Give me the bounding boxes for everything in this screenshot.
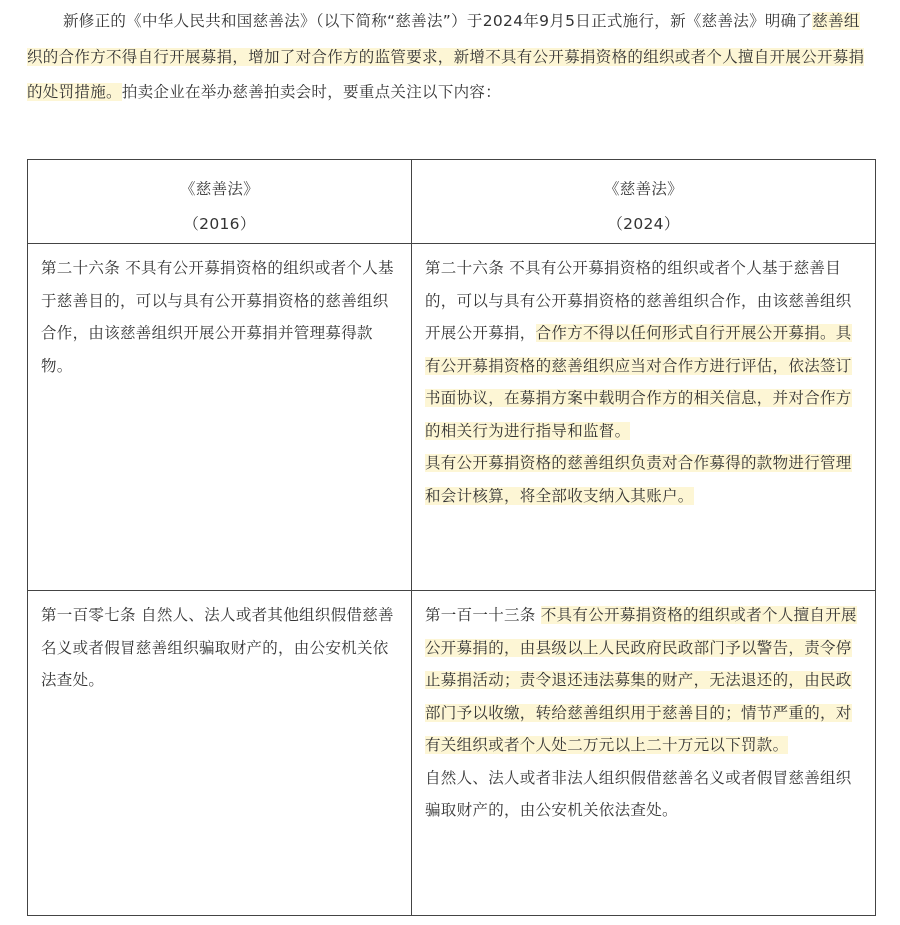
article-26-2024-plain: 第二十六条 不具有公开募捐资格的组织或者个人基于慈善目的，可以与具有公开募捐资格的慈善组织合作，由该慈善组织开展公开募捐， xyxy=(425,259,852,342)
article-113-2024-para2: 自然人、法人或者非法人组织假借慈善名义或者假冒慈善组织骗取财产的，由公安机关依法查处。 xyxy=(425,768,852,819)
table-row xyxy=(28,244,876,591)
article-26-2024-highlight: 合作方不得以任何形式自行开展公开募捐。具有公开募捐资格的慈善组织应当对合作方进行评估，依法签订书面协议，在募捐方案中载明合作方的相关信息，并对合作方的相关行为进行指导和监督。 xyxy=(425,324,852,440)
header-title-2024: 《慈善法》 xyxy=(603,180,683,198)
intro-text-start: 新修正的《中华人民共和国慈善法》（以下简称“慈善法”）于2024年9月5日正式施行，新《慈善法》明确了 xyxy=(63,12,813,30)
article-26-2024-para2 xyxy=(425,447,863,512)
table-header-row xyxy=(28,160,876,244)
header-cell-2024 xyxy=(412,160,876,244)
header-year-2016: （2016） xyxy=(183,215,256,233)
header-year-2024: （2024） xyxy=(607,215,680,233)
law-comparison-table xyxy=(27,159,876,916)
article-26-2016-cell xyxy=(28,244,412,591)
intro-text-end: 拍卖企业在举办慈善拍卖会时，要重点关注以下内容： xyxy=(121,83,502,101)
article-26-2024-text xyxy=(425,252,863,447)
article-113-2024-text xyxy=(425,599,863,762)
intro-paragraph xyxy=(27,4,875,111)
intro-highlight: 慈善组织的合作方不得自行开展募捐，增加了对合作方的监管要求，新增不具有公开募捐资格的组织或者个人擅自开展公开募捐的处罚措施。 xyxy=(27,12,865,101)
header-cell-2016 xyxy=(28,160,412,244)
article-26-2024-cell xyxy=(412,244,876,591)
article-26-2016-text: 第二十六条 不具有公开募捐资格的组织或者个人基于慈善目的，可以与具有公开募捐资格的慈善组织合作，由该慈善组织开展公开募捐并管理募得款物。 xyxy=(41,259,394,375)
table-row xyxy=(28,591,876,916)
article-113-2024-plain: 第一百一十三条 xyxy=(425,606,541,624)
article-107-2016-cell xyxy=(28,591,412,916)
header-title-2016: 《慈善法》 xyxy=(179,180,259,198)
article-107-2016-text: 第一百零七条 自然人、法人或者其他组织假借慈善名义或者假冒慈善组织骗取财产的，由公安机关依法查处。 xyxy=(41,606,394,689)
article-26-2024-highlight-2: 具有公开募捐资格的慈善组织负责对合作募得的款物进行管理和会计核算，将全部收支纳入其账户。 xyxy=(425,454,852,505)
article-113-2024-cell xyxy=(412,591,876,916)
article-113-2024-highlight: 不具有公开募捐资格的组织或者个人擅自开展公开募捐的，由县级以上人民政府民政部门予以警告，责令停止募捐活动；责令退还违法募集的财产，无法退还的，由民政部门予以收缴，转给慈善组织用于慈善目的；情节严重的，对有关组织或者个人处二万元以上二十万元以下罚款。 xyxy=(425,606,857,754)
